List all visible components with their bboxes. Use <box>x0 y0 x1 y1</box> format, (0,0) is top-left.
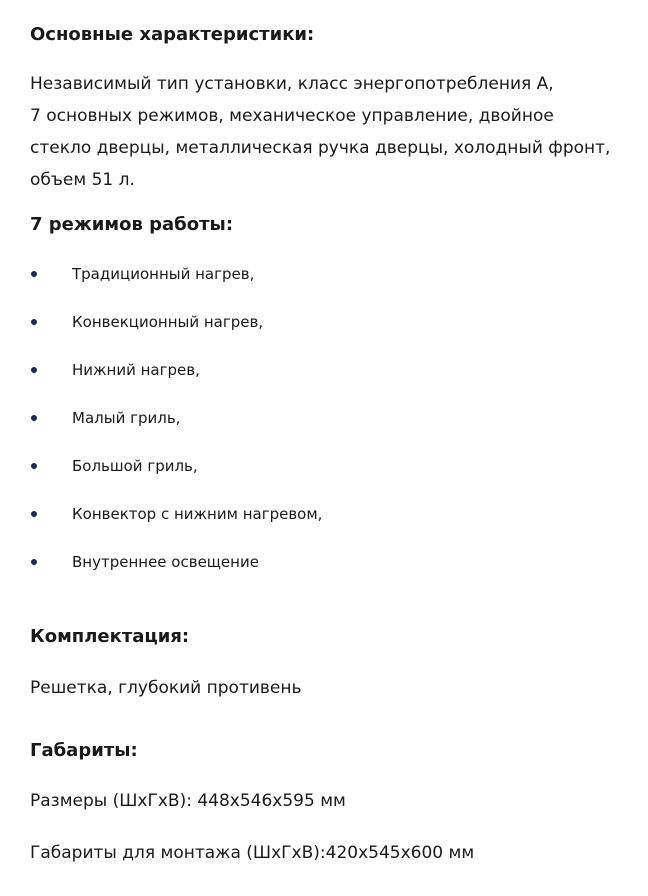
modes-list <box>0 258 648 594</box>
specs-line: стекло дверцы, металлическая ручка дверцы, холодный фронт, <box>30 138 611 158</box>
list-item <box>0 354 648 402</box>
bullet-icon <box>31 511 37 517</box>
list-item <box>0 546 648 594</box>
bullet-icon <box>31 415 37 421</box>
list-item-text: Нижний нагрев, <box>72 361 200 379</box>
bullet-icon <box>31 559 37 565</box>
list-item-text: Большой гриль, <box>72 457 198 475</box>
bullet-icon <box>31 367 37 373</box>
list-item <box>0 306 648 354</box>
list-item <box>0 450 648 498</box>
list-item-text: Внутреннее освещение <box>72 553 259 571</box>
package-heading: Комплектация: <box>30 626 190 647</box>
bullet-icon <box>31 271 37 277</box>
package-text: Решетка, глубокий противень <box>30 678 302 698</box>
dimensions-size: Размеры (ШхГхВ): 448х546х595 мм <box>30 791 346 811</box>
list-item <box>0 498 648 546</box>
specs-paragraph <box>30 68 610 196</box>
dimensions-heading: Габариты: <box>30 740 138 761</box>
specs-heading: Основные характеристики: <box>30 24 315 45</box>
list-item-text: Конвектор с нижним нагревом, <box>72 505 323 523</box>
bullet-icon <box>31 463 37 469</box>
specs-line: Независимый тип установки, класс энергопотребления А, <box>30 74 554 94</box>
specs-line: объем 51 л. <box>30 170 135 190</box>
list-item-text: Малый гриль, <box>72 409 181 427</box>
list-item-text: Традиционный нагрев, <box>72 265 255 283</box>
list-item <box>0 258 648 306</box>
modes-heading: 7 режимов работы: <box>30 214 234 235</box>
list-item-text: Конвекционный нагрев, <box>72 313 264 331</box>
list-item <box>0 402 648 450</box>
specs-line: 7 основных режимов, механическое управление, двойное <box>30 106 554 126</box>
bullet-icon <box>31 319 37 325</box>
dimensions-mounting: Габариты для монтажа (ШхГхВ):420х545х600 мм <box>30 843 475 863</box>
